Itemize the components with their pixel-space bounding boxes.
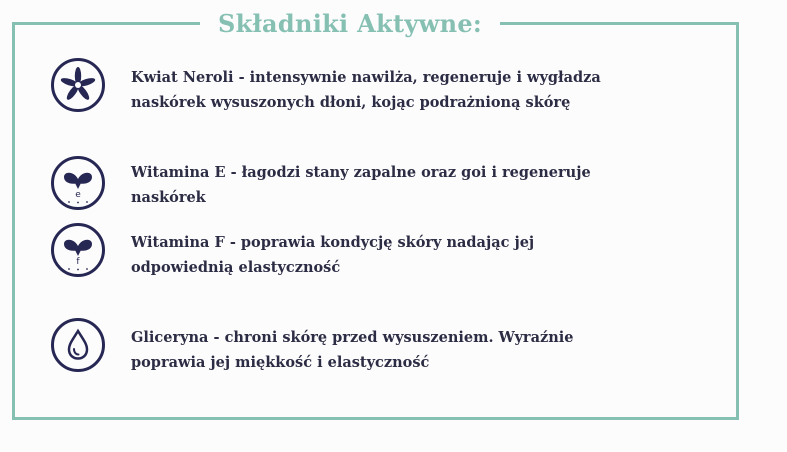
ingredient-description: chroni skórę przed wysuszeniem. Wyraźnie poprawia jej miękkość i elastyczność — [131, 329, 574, 371]
page-title: Składniki Aktywne: — [200, 8, 500, 40]
vitamin-letter: f — [76, 257, 80, 267]
ingredient-text — [131, 160, 611, 210]
ingredient-text — [131, 230, 611, 280]
ingredient-name: Gliceryna — [131, 329, 209, 346]
ingredient-vitamin-f — [51, 223, 611, 280]
flower-icon — [51, 58, 105, 112]
ingredient-separator: - — [208, 329, 225, 346]
ingredient-description: intensywnie nawilża, regeneruje i wygładza naskórek wysuszonych dłoni, kojąc podrażnioną skórę — [131, 69, 601, 111]
vitamin-e-icon — [51, 156, 105, 210]
ingredient-description: poprawia kondycję skóry nadając jej odpowiednią elastyczność — [131, 234, 535, 276]
ingredient-separator: - — [224, 234, 241, 251]
ingredient-separator: - — [225, 164, 242, 181]
ingredient-separator: - — [233, 69, 250, 86]
ingredient-name: Kwiat Neroli — [131, 69, 234, 86]
vitamin-letter: e — [75, 190, 81, 200]
ingredient-glycerin — [51, 318, 611, 375]
ingredient-name: Witamina F — [131, 234, 225, 251]
ingredient-text — [131, 325, 611, 375]
ingredient-name: Witamina E — [131, 164, 226, 181]
droplet-icon — [51, 318, 105, 372]
vitamin-f-icon — [51, 223, 105, 277]
ingredient-vitamin-e — [51, 156, 611, 210]
ingredient-text — [131, 65, 611, 115]
ingredient-description: łagodzi stany zapalne oraz goi i regeneruje naskórek — [131, 164, 591, 206]
ingredient-neroli — [51, 58, 611, 115]
